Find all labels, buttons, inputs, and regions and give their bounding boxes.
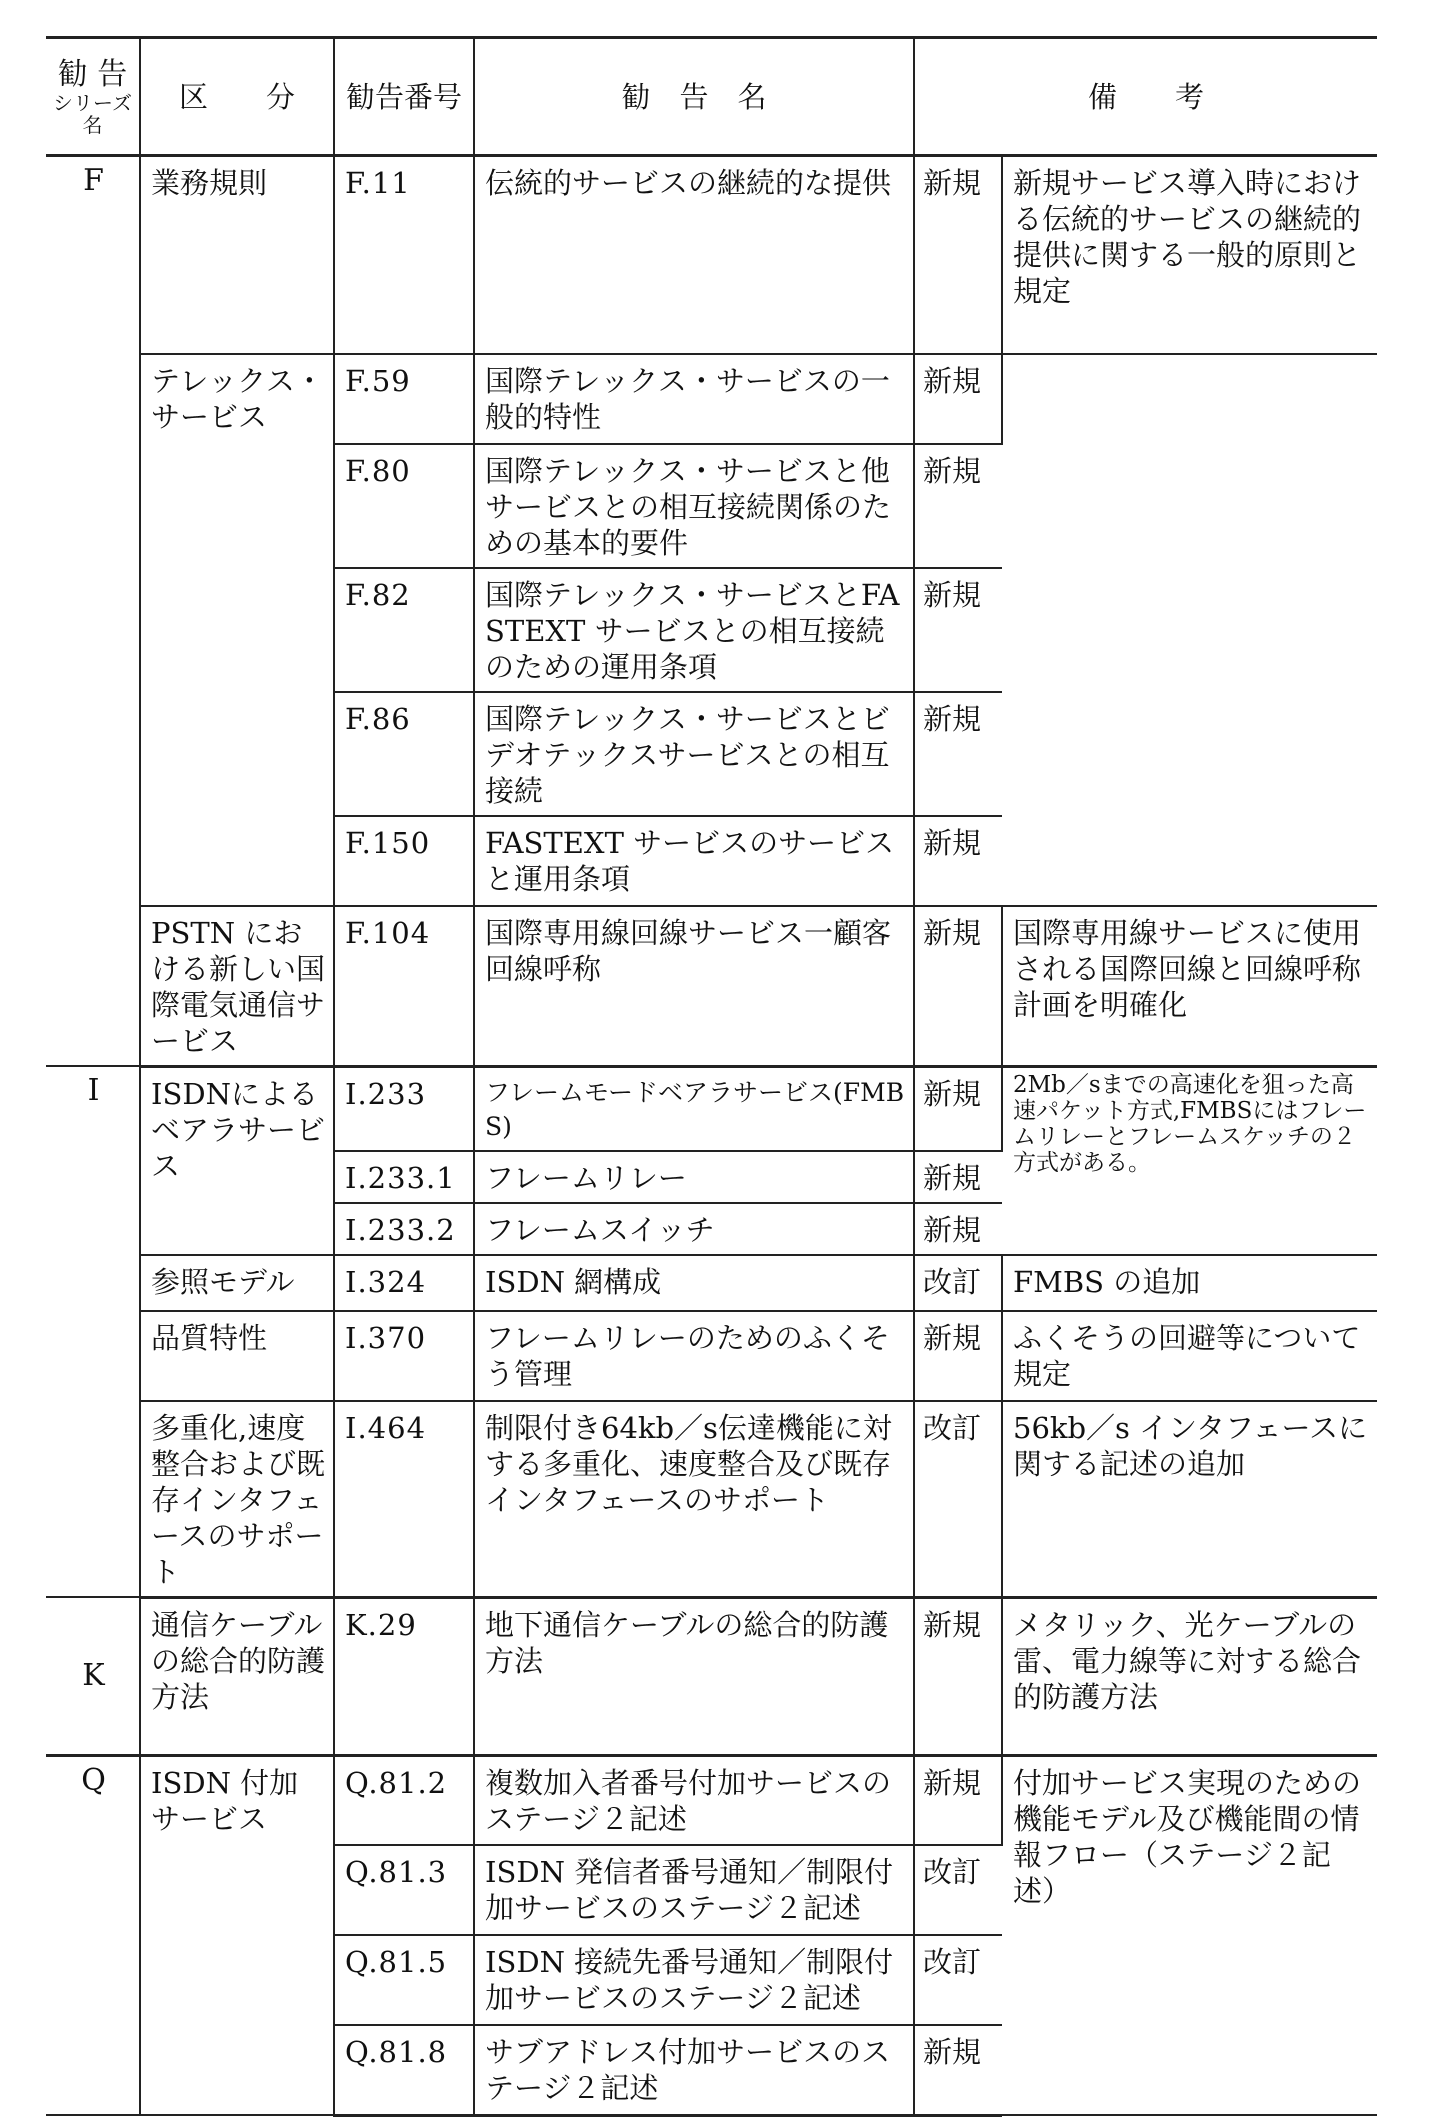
remarks-cell: 56kb／s インタフェースに関する記述の追加	[1002, 1401, 1377, 1598]
rec-name-cell: フレームモードベアラサービス(FMBS)	[474, 1066, 914, 1151]
remarks-cell: 付加サービス実現のための機能モデル及び機能間の情報フロー（ステージ２記述）	[1002, 1755, 1377, 2115]
status-cell: 改訂	[914, 1935, 1002, 2025]
rec-number-cell: F.104	[334, 906, 474, 1067]
rec-name-cell: FASTEXT サービスのサービスと運用条項	[474, 816, 914, 906]
category-cell: ISDN 付加サービス	[140, 1755, 334, 2115]
rec-name-cell: 国際テレックス・サービスの一般的特性	[474, 354, 914, 444]
status-cell: 新規	[914, 1151, 1002, 1203]
series-cell: F	[46, 156, 140, 1067]
rec-number-cell: Q.81.5	[334, 1935, 474, 2025]
rec-number-cell: I.233.1	[334, 1151, 474, 1203]
status-cell: 新規	[914, 568, 1002, 692]
rec-name-cell: サブアドレス付加サービスのステージ２記述	[474, 2025, 914, 2115]
rec-number-cell: I.233.2	[334, 1203, 474, 1255]
rec-number-cell: I.464	[334, 1401, 474, 1598]
rec-name-cell: 国際専用線回線サービス一顧客回線呼称	[474, 906, 914, 1067]
table-row	[46, 1401, 1377, 1598]
series-cell: K	[46, 1597, 140, 1755]
table-row	[46, 1755, 1377, 1845]
status-cell: 新規	[914, 1311, 1002, 1401]
table-row	[46, 906, 1377, 1067]
header-row	[46, 38, 1377, 156]
header-series	[46, 38, 140, 156]
rec-name-cell: ISDN 網構成	[474, 1255, 914, 1311]
table-row	[46, 1066, 1377, 1151]
status-cell: 新規	[914, 906, 1002, 1067]
rec-name-cell: 国際テレックス・サービスとFASTEXT サービスとの相互接続のための運用条項	[474, 568, 914, 692]
rec-name-cell: 制限付き64kb／s伝達機能に対する多重化、速度整合及び既存インタフェースのサポート	[474, 1401, 914, 1598]
category-cell: ISDNによるベアラサービス	[140, 1066, 334, 1255]
rec-number-cell: F.80	[334, 444, 474, 568]
table-row	[46, 1311, 1377, 1401]
rec-number-cell: K.29	[334, 1597, 474, 1755]
remarks-cell: 国際専用線サービスに使用される国際回線と回線呼称計画を明確化	[1002, 906, 1377, 1067]
rec-number-cell: F.86	[334, 692, 474, 816]
rec-number-cell: F.59	[334, 354, 474, 444]
rec-name-cell: 複数加入者番号付加サービスのステージ２記述	[474, 1755, 914, 1845]
status-cell: 新規	[914, 1203, 1002, 1255]
header-category: 区 分	[140, 38, 334, 156]
table-row	[46, 1597, 1377, 1755]
category-cell: PSTN における新しい国際電気通信サービス	[140, 906, 334, 1067]
remarks-cell-empty	[1002, 354, 1377, 906]
rec-name-cell: 国際テレックス・サービスと他サービスとの相互接続関係のための基本的要件	[474, 444, 914, 568]
rec-number-cell: Q.81.3	[334, 1845, 474, 1935]
table-row	[46, 156, 1377, 354]
header-rec-number: 勧告番号	[334, 38, 474, 156]
rec-name-cell: 国際テレックス・サービスとビデオテックスサービスとの相互接続	[474, 692, 914, 816]
remarks-cell: ふくそうの回避等について規定	[1002, 1311, 1377, 1401]
remarks-cell: 2Mb／sまでの高速化を狙った高速パケット方式,FMBSにはフレームリレーとフレームスケッチの２方式がある。	[1002, 1066, 1377, 1255]
rec-name-cell: フレームリレーのためのふくそう管理	[474, 1311, 914, 1401]
table-row	[46, 354, 1377, 444]
category-cell: 多重化,速度整合および既存インタフェースのサポート	[140, 1401, 334, 1598]
status-cell: 新規	[914, 354, 1002, 444]
status-cell: 新規	[914, 1597, 1002, 1755]
header-series-line1: 勧 告	[57, 56, 128, 92]
rec-number-cell: I.233	[334, 1066, 474, 1151]
rec-name-cell: ISDN 接続先番号通知／制限付加サービスのステージ２記述	[474, 1935, 914, 2025]
rec-number-cell: Q.81.8	[334, 2025, 474, 2115]
remarks-cell: FMBS の追加	[1002, 1255, 1377, 1311]
rec-number-cell: F.82	[334, 568, 474, 692]
category-cell: テレックス・サービス	[140, 354, 334, 906]
header-remarks: 備 考	[914, 38, 1377, 156]
rec-number-cell: F.150	[334, 816, 474, 906]
series-cell: Q	[46, 1755, 140, 2115]
table-row	[46, 1255, 1377, 1311]
status-cell: 改訂	[914, 1845, 1002, 1935]
status-cell: 改訂	[914, 1401, 1002, 1598]
recommendations-table	[46, 36, 1377, 2117]
header-series-line2: シリーズ名	[53, 90, 132, 137]
status-cell: 新規	[914, 156, 1002, 354]
status-cell: 新規	[914, 1066, 1002, 1151]
status-cell: 新規	[914, 2025, 1002, 2115]
remarks-cell: メタリック、光ケーブルの雷、電力線等に対する総合的防護方法	[1002, 1597, 1377, 1755]
rec-number-cell: I.324	[334, 1255, 474, 1311]
rec-number-cell: Q.81.2	[334, 1755, 474, 1845]
rec-number-cell: F.11	[334, 156, 474, 354]
remarks-cell: 新規サービス導入時における伝統的サービスの継続的提供に関する一般的原則と規定	[1002, 156, 1377, 354]
rec-name-cell: ISDN 発信者番号通知／制限付加サービスのステージ２記述	[474, 1845, 914, 1935]
rec-name-cell: フレームスイッチ	[474, 1203, 914, 1255]
header-rec-name: 勧 告 名	[474, 38, 914, 156]
rec-number-cell: I.370	[334, 1311, 474, 1401]
category-cell: 参照モデル	[140, 1255, 334, 1311]
status-cell: 新規	[914, 692, 1002, 816]
rec-name-cell: 地下通信ケーブルの総合的防護方法	[474, 1597, 914, 1755]
category-cell: 業務規則	[140, 156, 334, 354]
rec-name-cell: 伝統的サービスの継続的な提供	[474, 156, 914, 354]
rec-name-cell: フレームリレー	[474, 1151, 914, 1203]
category-cell: 品質特性	[140, 1311, 334, 1401]
status-cell: 新規	[914, 444, 1002, 568]
status-cell: 新規	[914, 816, 1002, 906]
status-cell: 改訂	[914, 1255, 1002, 1311]
category-cell: 通信ケーブルの総合的防護方法	[140, 1597, 334, 1755]
status-cell: 新規	[914, 1755, 1002, 1845]
series-cell: I	[46, 1066, 140, 1597]
